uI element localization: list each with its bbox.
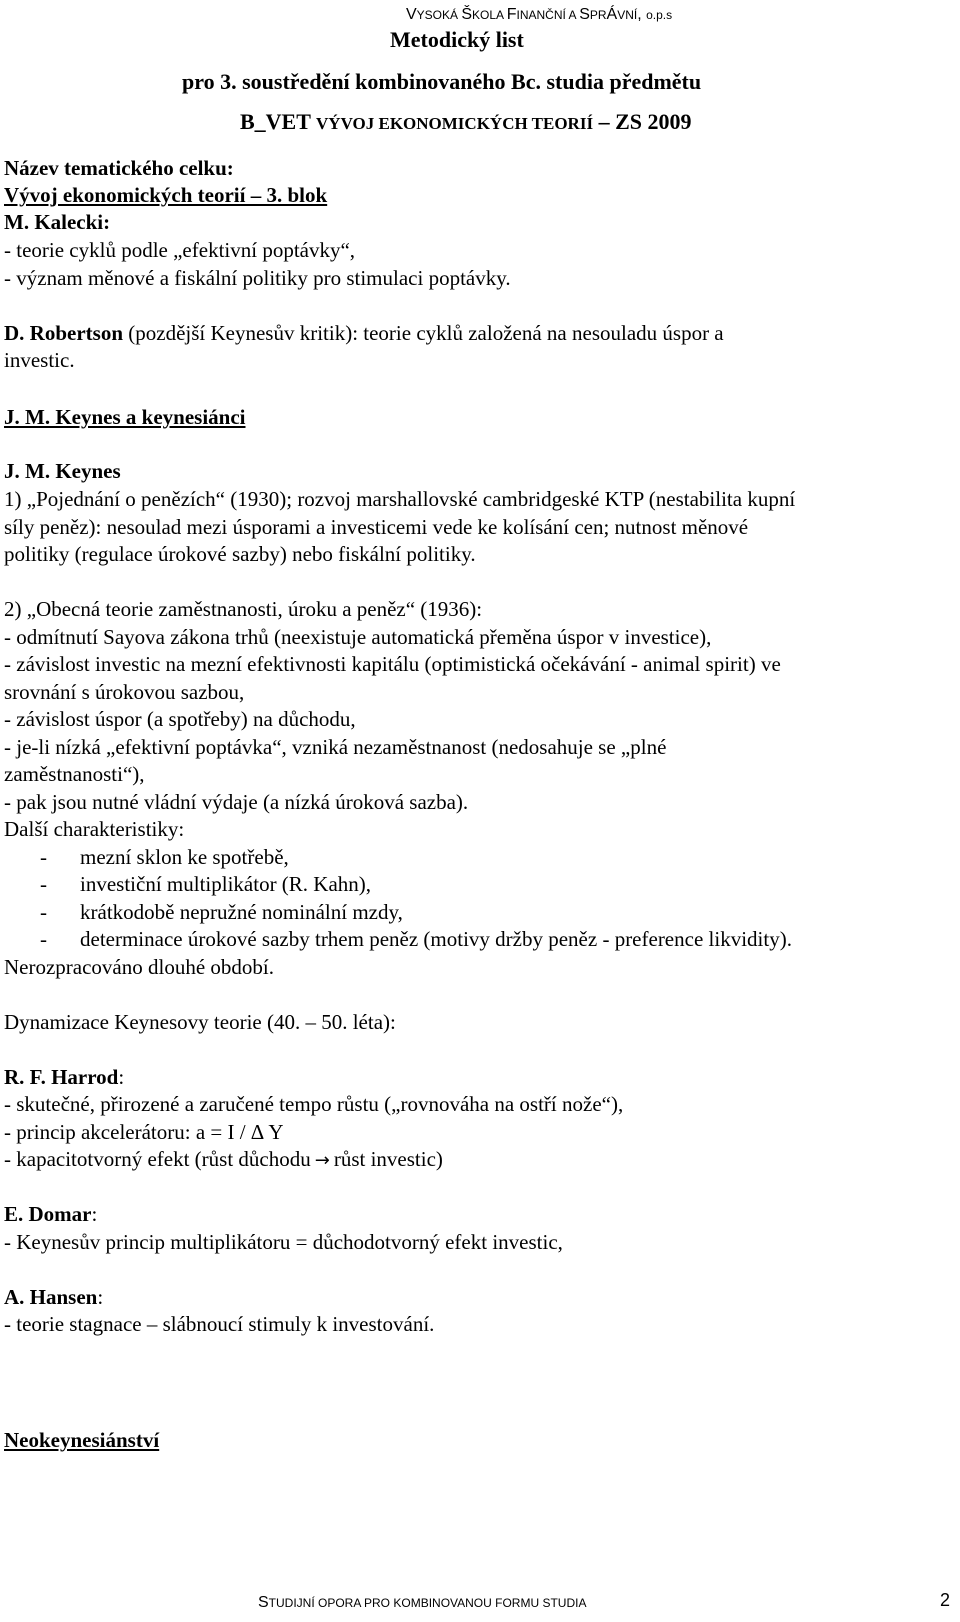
institution-part: Š xyxy=(461,6,473,23)
bullet-dash: - xyxy=(40,900,47,924)
keynes-p2-line: - je-li nízká „efektivní poptávka“, vzniká nezaměstnanost (nedosahuje se „plné xyxy=(4,735,667,759)
characteristic-item xyxy=(0,845,960,869)
dynamization-heading: Dynamizace Keynesovy teorie (40. – 50. léta): xyxy=(4,1010,396,1034)
characteristic-text: krátkodobě nepružné nominální mzdy, xyxy=(80,900,403,924)
institution-name xyxy=(406,4,672,26)
hansen-name: A. Hansen xyxy=(4,1285,98,1309)
course-prefix: B_VET xyxy=(240,109,317,134)
keynes-p2-line: - závislost investic na mezní efektivnosti kapitálu (optimistická očekávání - animal spirit) ve xyxy=(4,652,781,676)
characteristic-item xyxy=(0,900,960,924)
footer-part: TUDIJNÍ OPORA PRO KOMBINOVANOU FORMU STUDIA xyxy=(268,1596,587,1610)
kalecki-item: - význam měnové a fiskální politiky pro stimulaci poptávky. xyxy=(4,266,511,290)
characteristic-text: investiční multiplikátor (R. Kahn), xyxy=(80,872,372,896)
keynes-p2-line: - pak jsou nutné vládní výdaje (a nízká úroková sazba). xyxy=(4,790,469,814)
domar-heading xyxy=(4,1202,97,1226)
institution-part: V xyxy=(406,6,417,23)
institution-part: F xyxy=(506,6,517,23)
keynes-p1-line: 1) „Pojednání o penězích“ (1930); rozvoj marshallovské cambridgeské KTP (nestabilita kupní xyxy=(4,487,796,511)
domar-colon: : xyxy=(91,1202,98,1226)
bullet-dash: - xyxy=(40,872,47,896)
topic-label: Název tematického celku: xyxy=(4,156,234,180)
harrod-item3-a: - kapacitotvorný efekt (růst důchodu xyxy=(4,1147,311,1171)
robertson-line2: investic. xyxy=(4,348,75,372)
course-suffix: – ZS 2009 xyxy=(593,109,692,134)
characteristic-item xyxy=(0,872,960,896)
harrod-colon: : xyxy=(118,1065,125,1089)
document-title: Metodický list xyxy=(390,27,524,52)
harrod-item xyxy=(4,1147,443,1173)
keynes-p2-line: Další charakteristiky: xyxy=(4,817,185,841)
hansen-colon: : xyxy=(97,1285,104,1309)
institution-part: PR xyxy=(589,8,607,22)
harrod-item: - princip akcelerátoru: a = I / Δ Y xyxy=(4,1120,284,1144)
institution-part: INANČNÍ A xyxy=(516,8,580,22)
keynes-p2-line: srovnání s úrokovou sazbou, xyxy=(4,680,245,704)
institution-part: , xyxy=(637,6,647,23)
course-code xyxy=(240,110,691,136)
footer-text xyxy=(258,1593,586,1613)
institution-part: o.p.s xyxy=(646,8,673,22)
institution-part: YSOKÁ xyxy=(416,8,462,22)
keynes-p2-line: 2) „Obecná teorie zaměstnanosti, úroku a peněz“ (1936): xyxy=(4,597,483,621)
document-subtitle: pro 3. soustředění kombinovaného Bc. studia předmětu xyxy=(182,69,702,94)
domar-item: - Keynesův princip multiplikátoru = důchodotvorný efekt investic, xyxy=(4,1230,563,1254)
page-number: 2 xyxy=(940,1590,951,1610)
keynes-name: J. M. Keynes xyxy=(4,459,121,483)
keynes-p2-line: zaměstnanosti“), xyxy=(4,762,145,786)
keynes-p2-line: - odmítnutí Sayova zákona trhů (neexistuje automatická přeměna úspor v investice), xyxy=(4,625,712,649)
footer-part: S xyxy=(258,1594,269,1611)
keynesians-heading: J. M. Keynes a keynesiánci xyxy=(4,405,246,429)
kalecki-name: M. Kalecki: xyxy=(4,210,111,234)
keynes-p1-line: síly peněz): nesoulad mezi úsporami a investicemi vede ke kolísání cen; nutnost měnové xyxy=(4,515,749,539)
bullet-dash: - xyxy=(40,927,47,951)
robertson-name: D. Robertson xyxy=(4,321,123,345)
harrod-item: - skutečné, přirozené a zaručené tempo růstu („rovnováha na ostří nože“), xyxy=(4,1092,624,1116)
hansen-item: - teorie stagnace – slábnoucí stimuly k investování. xyxy=(4,1312,435,1336)
robertson-text: (pozdější Keynesův kritik): teorie cyklů založená na nesouladu úspor a xyxy=(123,321,724,345)
harrod-heading xyxy=(4,1065,124,1089)
course-name: VÝVOJ EKONOMICKÝCH TEORIÍ xyxy=(316,114,594,133)
characteristic-text: determinace úrokové sazby trhem peněz (motivy držby peněz - preference likvidity). xyxy=(80,927,792,951)
topic-title: Vývoj ekonomických teorií – 3. blok xyxy=(4,183,328,207)
institution-part: S xyxy=(579,6,590,23)
institution-part: KOLA xyxy=(472,8,507,22)
bullet-dash: - xyxy=(40,845,47,869)
keynes-p2-line: - závislost úspor (a spotřeby) na důchodu, xyxy=(4,707,356,731)
harrod-name: R. F. Harrod xyxy=(4,1065,119,1089)
characteristic-text: mezní sklon ke spotřebě, xyxy=(80,845,289,869)
keynes-p1-line: politiky (regulace úrokové sazby) nebo fiskální politiky. xyxy=(4,542,476,566)
neokeynesianism-heading: Neokeynesiánství xyxy=(4,1428,160,1452)
domar-name: E. Domar xyxy=(4,1202,92,1226)
institution-part: Á xyxy=(606,6,618,23)
keynes-closing: Nerozpracováno dlouhé období. xyxy=(4,955,274,979)
right-arrow-icon: → xyxy=(314,1150,330,1171)
harrod-item3-b: růst investic) xyxy=(333,1147,443,1171)
hansen-heading xyxy=(4,1285,103,1309)
institution-part: VNÍ xyxy=(617,8,638,22)
robertson-line xyxy=(4,321,724,345)
kalecki-item: - teorie cyklů podle „efektivní poptávky“, xyxy=(4,238,356,262)
characteristic-item xyxy=(0,927,960,951)
